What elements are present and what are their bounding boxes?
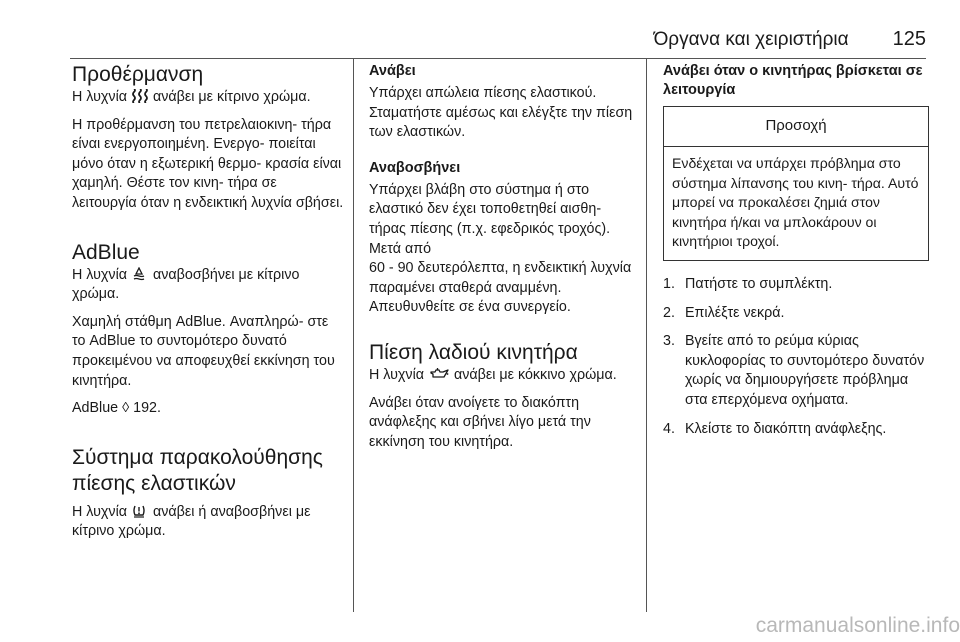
preheat-indicator-text (72, 88, 344, 108)
text-fragment: AdBlue (72, 400, 123, 417)
caution-box (663, 106, 929, 261)
page-number: 125 (892, 28, 926, 50)
step-number: 2. (663, 304, 675, 321)
step-text: Βγείτε από το ρεύμα κύριας κυκλοφορίας το συντομότερο δυνατόν χωρίς να δημιουργήσετε πρόβλημα στα επερχόμενα οχήματα. (685, 333, 925, 408)
column-1 (72, 62, 344, 550)
oil-description: Ανάβει όταν ανοίγετε το διακόπτη ανάφλεξης και σβήνει λίγο μετά την εκκίνηση του κινητήρα. (369, 394, 591, 450)
step-text: Πατήστε το συμπλέκτη. (685, 275, 833, 292)
glow-plug-icon (132, 89, 148, 103)
text-fragment: αναβοσβήνει με κίτρινο χρώμα. (72, 266, 300, 303)
oil-indicator-text (369, 366, 637, 386)
column-divider-1 (353, 58, 354, 612)
text-fragment: Η λυχνία (72, 266, 131, 283)
header-rule (70, 58, 926, 59)
list-item (663, 420, 929, 440)
caution-title: Προσοχή (664, 107, 928, 147)
step-number: 1. (663, 275, 675, 292)
text-fragment: ανάβει με κόκκινο χρώμα. (450, 366, 617, 383)
lit-description: Υπάρχει απώλεια πίεσης ελαστικού. Σταματήστε αμέσως και ελέγξτε την πίεση των ελαστικών. (369, 85, 633, 141)
text-fragment: ανάβει ή αναβοσβήνει με κίτρινο χρώμα. (72, 503, 311, 540)
tire-pressure-icon (132, 504, 148, 518)
adblue-icon (132, 267, 148, 281)
page-header (70, 28, 926, 54)
adblue-heading: AdBlue (72, 240, 140, 264)
text-fragment: 192. (129, 400, 161, 417)
step-text: Επιλέξτε νεκρά. (685, 304, 785, 321)
preheat-description: Η προθέρμανση του πετρελαιοκινη- τήρα είναι ενεργοποιημένη. Ενεργο- ποιείται μόνο όταν η εξωτερική θερμο- κρασία είναι χαμηλή. Θέστε τον κινη- τήρα σε λειτουργία όταν η ενδεικτική λυχνία σβήσει. (72, 116, 344, 211)
preheat-heading: Προθέρμανση (72, 63, 204, 86)
step-number: 4. (663, 420, 675, 437)
flashing-description-2: 60 - 90 δευτερόλεπτα, η ενδεικτική λυχνία παραμένει σταθερά αναμμένη. Απευθυνθείτε σε ένα συνεργείο. (369, 260, 632, 316)
engine-running-heading: Ανάβει όταν ο κινητήρας βρίσκεται σε λειτουργία (663, 63, 923, 98)
text-fragment: ανάβει με κίτρινο χρώμα. (149, 89, 311, 105)
adblue-description: Χαμηλή στάθμη AdBlue. Αναπληρώ- στε το AdBlue το συντομότερο δυνατό προκειμένου να αποφευχθεί εκκίνηση του κινητήρα. (72, 313, 335, 389)
step-text: Κλείστε το διακόπτη ανάφλεξης. (685, 420, 887, 437)
column-divider-2 (646, 58, 647, 612)
adblue-indicator-text (72, 266, 344, 305)
steps-list (663, 275, 929, 439)
flashing-description: Υπάρχει βλάβη στο σύστημα ή στο ελαστικό δεν έχει τοποθετηθεί αισθη- τήρας πίεσης (π.χ. εφεδρικός τροχός). Μετά από (369, 181, 611, 257)
oil-can-icon (429, 367, 449, 381)
tpms-indicator-text (72, 503, 344, 542)
column-2 (369, 62, 637, 460)
chapter-title: Όργανα και χειριστήρια (653, 29, 849, 50)
text-fragment: Η λυχνία (369, 366, 428, 383)
list-item (663, 275, 929, 295)
lit-heading: Ανάβει (369, 63, 416, 79)
flashing-heading: Αναβοσβήνει (369, 159, 461, 176)
text-fragment: Η λυχνία (72, 89, 131, 105)
caution-text: Ενδέχεται να υπάρχει πρόβλημα στο σύστημα λίπανσης του κινη- τήρα. Αυτό μπορεί να προκαλέσει ζημιά στον κινητήρα ή/και να μπλοκάρουν οι κινητήριοι τροχοί. (672, 155, 919, 250)
tpms-heading: Σύστημα παρακολούθησης πίεσης ελαστικών (72, 445, 323, 495)
reference-arrow-icon: ◊ (122, 400, 130, 417)
step-number: 3. (663, 333, 675, 350)
column-3 (663, 62, 929, 448)
oil-pressure-heading: Πίεση λαδιού κινητήρα (369, 340, 578, 364)
watermark: carmanualsonline.info (755, 614, 960, 637)
list-item (663, 304, 929, 324)
list-item (663, 332, 929, 410)
adblue-reference (72, 399, 344, 419)
text-fragment: Η λυχνία (72, 503, 131, 520)
